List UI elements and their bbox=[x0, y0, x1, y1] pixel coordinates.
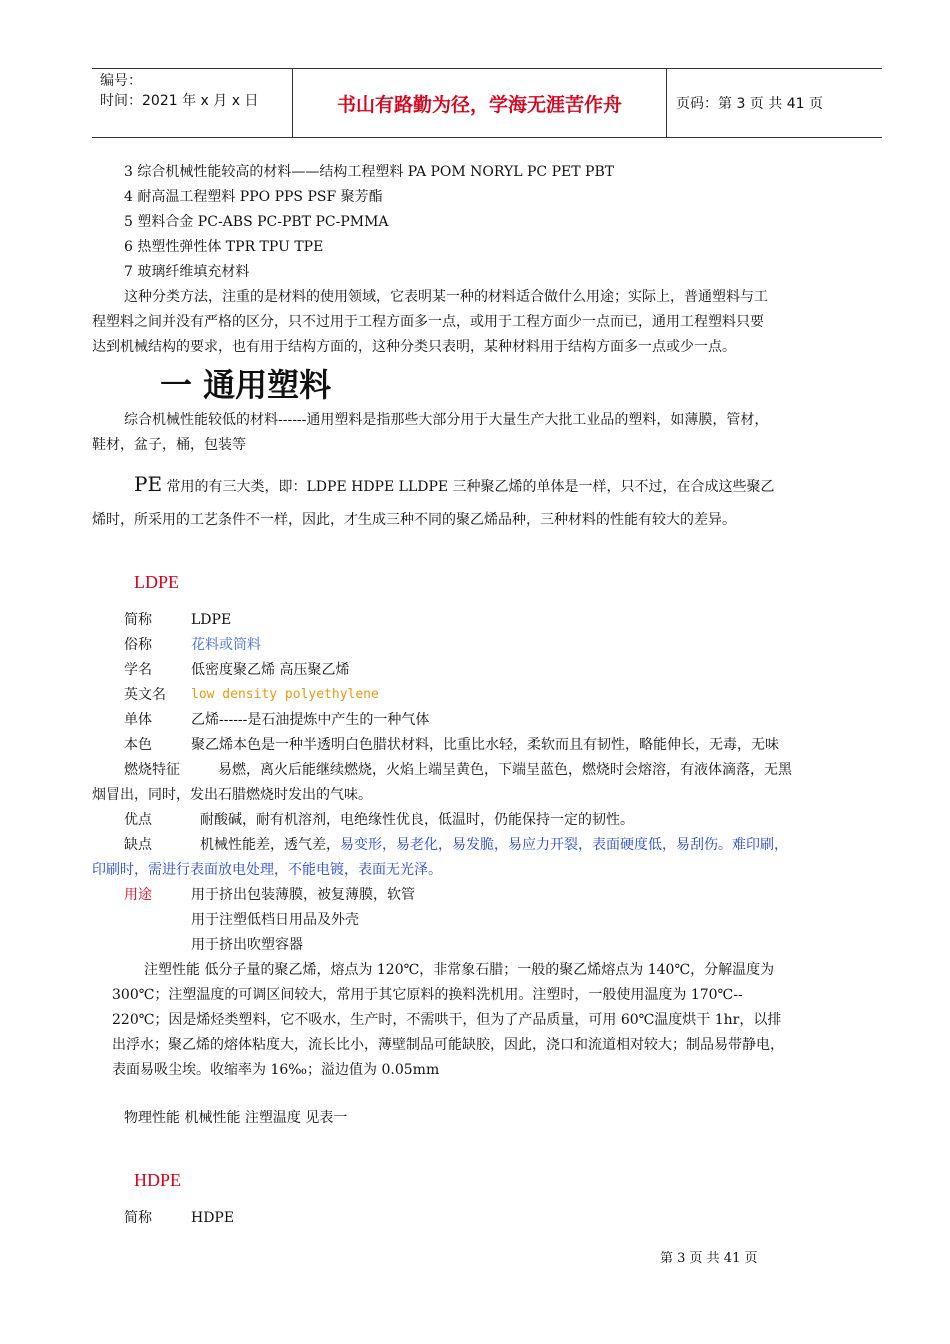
field-label: 英文名 bbox=[124, 687, 166, 703]
paragraph-line: 这种分类方法，注重的是材料的使用领域，它表明某一种的材料适合做什么用途；实际上，普通塑料与工 bbox=[124, 289, 768, 305]
list-item: 7 玻璃纤维填充材料 bbox=[124, 264, 250, 280]
header-meta bbox=[100, 71, 258, 111]
time-label: 时间：2021 年 x 月 x 日 bbox=[100, 93, 259, 109]
field-value: 易燃，离火后能继续燃烧，火焰上端呈黄色，下端呈蓝色，燃烧时会熔溶，有液体滴落，无黑 bbox=[218, 762, 792, 778]
field-label: 简称 bbox=[124, 1210, 152, 1226]
header-motto: 书山有路勤为径，学海无涯苦作舟 bbox=[336, 93, 622, 116]
properties-reference: 物理性能 机械性能 注塑温度 见表一 bbox=[124, 1110, 348, 1126]
field-label: 用途 bbox=[124, 887, 152, 903]
field-value: 花料或筒料 bbox=[191, 637, 261, 653]
paragraph-line: 鞋材，盆子，桶，包装等 bbox=[92, 437, 246, 453]
molding-line: 出浮水；聚乙烯的熔体粘度大，流长比小，薄壁制品可能缺胶，因此，浇口和流道相对较大；制品易带静电， bbox=[112, 1037, 784, 1053]
use-item: 用于挤出包装薄膜，被复薄膜，软管 bbox=[191, 887, 415, 903]
field-value: HDPE bbox=[191, 1210, 235, 1226]
list-item: 3 综合机械性能较高的材料——结构工程塑料 PA POM NORYL PC PET PBT bbox=[124, 164, 615, 180]
field-label: 缺点 bbox=[124, 837, 152, 853]
field-label: 本色 bbox=[124, 737, 152, 753]
pe-text: 常用的有三大类，即：LDPE HDPE LLDPE 三种聚乙烯的单体是一样，只不过，在合成这些聚乙 bbox=[162, 479, 775, 495]
list-item: 4 耐高温工程塑料 PPO PPS PSF 聚芳酯 bbox=[124, 189, 383, 205]
field-label: 学名 bbox=[124, 662, 152, 678]
field-value: 乙烯------是石油提炼中产生的一种气体 bbox=[191, 712, 430, 728]
field-value: 烟冒出，同时，发出石腊燃烧时发出的气味。 bbox=[92, 787, 372, 803]
field-label: 单体 bbox=[124, 712, 152, 728]
list-item: 6 热塑性弹性体 TPR TPU TPE bbox=[124, 239, 324, 255]
page-footer: 第 3 页 共 41 页 bbox=[660, 1251, 758, 1266]
pe-paragraph-line bbox=[134, 474, 775, 497]
molding-line: 注塑性能 低分子量的聚乙烯，熔点为 120℃，非常象石腊；一般的聚乙烯熔点为 140℃，分解温度为 bbox=[144, 962, 775, 978]
list-item: 5 塑料合金 PC-ABS PC-PBT PC-PMMA bbox=[124, 214, 389, 230]
subsection-heading-hdpe: HDPE bbox=[134, 1170, 182, 1190]
use-item: 用于挤出吹塑容器 bbox=[191, 937, 303, 953]
disadvantage-text: 机械性能差，透气差， bbox=[200, 837, 340, 853]
field-value: 耐酸碱，耐有机溶剂，电绝缘性优良，低温时，仍能保持一定的韧性。 bbox=[200, 812, 634, 828]
paragraph-line: 程塑料之间并没有严格的区分，只不过用于工程方面多一点，或用于工程方面少一点而已，通用工程塑料只要 bbox=[92, 314, 764, 330]
field-value: 聚乙烯本色是一种半透明白色腊状材料，比重比水轻，柔软而且有韧性，略能伸长，无毒，无味 bbox=[191, 737, 779, 753]
section-title: 一 通用塑料 bbox=[160, 366, 332, 404]
paragraph-line: 达到机械结构的要求，也有用于结构方面的，这种分类只表明，某种材料用于结构方面多一点或少一点。 bbox=[92, 339, 736, 355]
molding-line: 300℃；注塑温度的可调区间较大，常用于其它原料的换料洗机用。注塑时，一般使用温度为 170℃-- bbox=[112, 987, 743, 1003]
header-divider bbox=[666, 69, 667, 137]
number-label: 编号： bbox=[100, 73, 142, 89]
pe-term: PE bbox=[134, 472, 163, 496]
field-label: 简称 bbox=[124, 612, 152, 628]
field-value bbox=[200, 835, 788, 855]
use-item: 用于注塑低档日用品及外壳 bbox=[191, 912, 359, 928]
subsection-heading-ldpe: LDPE bbox=[134, 572, 179, 592]
header-page-info: 页码：第 3 页 共 41 页 bbox=[676, 96, 823, 112]
field-label: 优点 bbox=[124, 812, 152, 828]
field-value: LDPE bbox=[191, 612, 232, 628]
pe-paragraph-line: 烯时，所采用的工艺条件不一样，因此，才生成三种不同的聚乙烯品种，三种材料的性能有较大的差异。 bbox=[92, 512, 736, 528]
field-label: 俗称 bbox=[124, 637, 152, 653]
disadvantage-highlight: 印刷时，需进行表面放电处理，不能电镀，表面无光泽。 bbox=[92, 862, 442, 878]
disadvantage-highlight: 易变形，易老化，易发脆，易应力开裂，表面硬度低，易刮伤。难印刷， bbox=[340, 837, 788, 853]
paragraph-line: 综合机械性能较低的材料------通用塑料是指那些大部分用于大量生产大批工业品的塑料，如薄膜，管材， bbox=[124, 412, 769, 428]
field-value: 低密度聚乙烯 高压聚乙烯 bbox=[191, 662, 350, 678]
field-label: 燃烧特征 bbox=[124, 762, 180, 778]
document-header bbox=[92, 68, 882, 138]
molding-line: 220℃；因是烯烃类塑料，它不吸水，生产时，不需哄干，但为了产品质量，可用 60℃温度烘干 1hr，以排 bbox=[112, 1012, 782, 1028]
molding-line: 表面易吸尘埃。收缩率为 16‰；溢边值为 0.05mm bbox=[112, 1062, 440, 1078]
field-value: low density polyethylene bbox=[191, 687, 379, 702]
